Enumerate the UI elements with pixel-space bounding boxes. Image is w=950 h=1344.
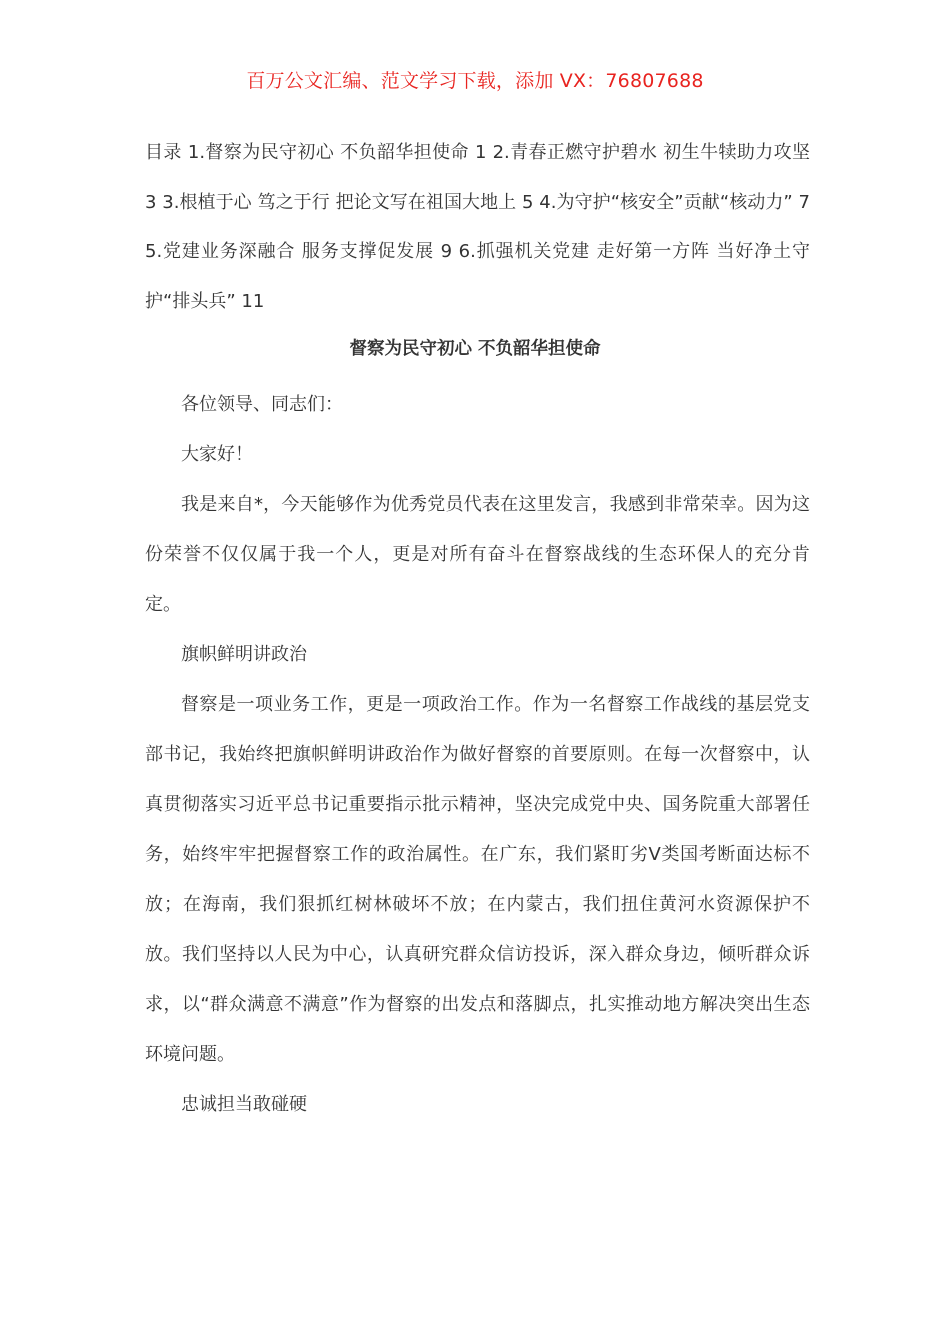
article-title: 督察为民守初心 不负韶华担使命 xyxy=(349,339,601,359)
section-heading: 忠诚担当敢碰硬 xyxy=(181,1094,307,1115)
article-body xyxy=(145,380,810,1130)
salutation-paragraph: 各位领导、同志们： xyxy=(181,394,343,415)
body-paragraph: 督察是一项业务工作，更是一项政治工作。作为一名督察工作战线的基层党支部书记，我始终把旗帜鲜明讲政治作为做好督察的首要原则。在每一次督察中，认真贯彻落实习近平总书记重要指示批示精神，坚决完成党中央、国务院重大部署任务，始终牢牢把握督察工作的政治属性。在广东，我们紧盯劣Ⅴ类国考断面达标不放；在海南，我们狠抓红树林破坏不放；在内蒙古，我们扭住黄河水资源保护不放。我们坚持以人民为中心，认真研究群众信访投诉，深入群众身边，倾听群众诉求，以“群众满意不满意”作为督察的出发点和落脚点，扎实推动地方解决突出生态环境问题。 xyxy=(145,694,810,1065)
promo-banner: 百万公文汇编、范文学习下载，添加 VX：76807688 xyxy=(246,70,704,92)
section-heading: 旗帜鲜明讲政治 xyxy=(181,644,307,665)
greeting-paragraph: 大家好！ xyxy=(181,444,253,465)
intro-paragraph: 我是来自*，今天能够作为优秀党员代表在这里发言，我感到非常荣幸。因为这份荣誉不仅仅属于我一个人，更是对所有奋斗在督察战线的生态环保人的充分肯定。 xyxy=(145,494,810,615)
table-of-contents: 目录 1.督察为民守初心 不负韶华担使命 1 2.青春正燃守护碧水 初生牛犊助力攻坚 3 3.根植于心 笃之于行 把论文写在祖国大地上 5 4.为守护“核安全”贡献“核动力” 7 5.党建业务深融合 服务支撑促发展 9 6.抓强机关党建 走好第一方阵 当好净土守护“排头兵” 11 xyxy=(145,142,810,312)
